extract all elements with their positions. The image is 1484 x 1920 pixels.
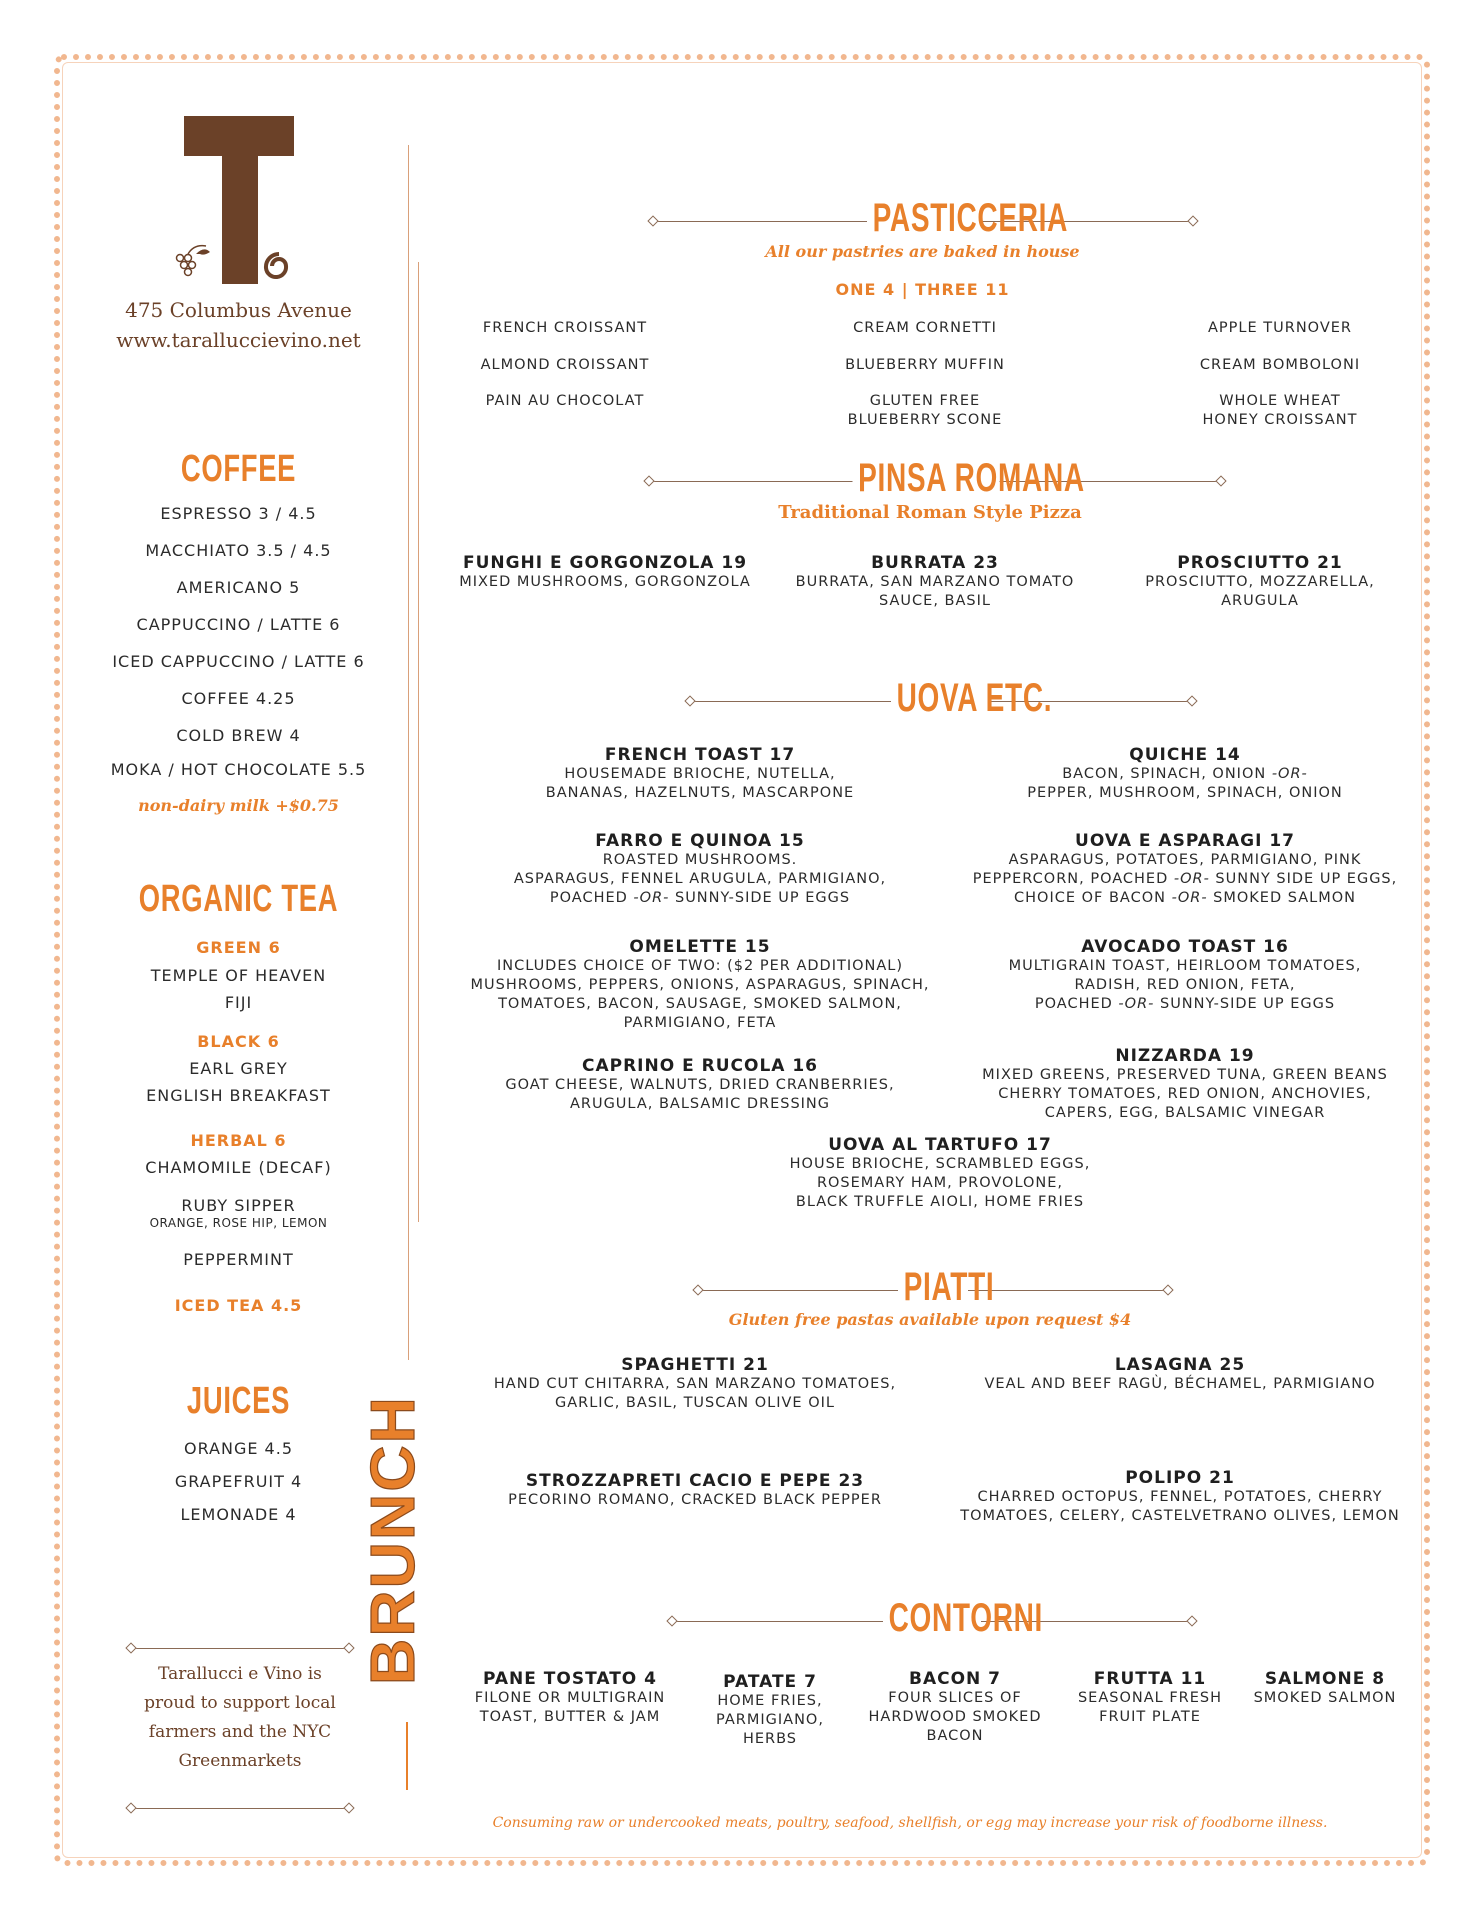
dish-description: BACON — [926, 1728, 984, 1744]
dish-description: PARMIGIANO, — [716, 1712, 824, 1728]
dish-description: BLACK TRUFFLE AIOLI, HOME FRIES — [795, 1194, 1085, 1210]
tea-category-green: GREEN 6 — [196, 938, 281, 957]
menu-item — [450, 937, 950, 1033]
dish-description: TOMATOES, BACON, SAUSAGE, SMOKED SALMON, — [498, 996, 902, 1012]
menu-item — [1065, 1669, 1235, 1727]
pastry-item: GLUTEN FREE — [869, 393, 981, 409]
juices-heading: JUICES — [186, 1380, 291, 1422]
dish-name: PROSCIUTTO 21 — [1177, 553, 1343, 573]
uova-heading: UOVA ETC. — [891, 676, 989, 721]
coffee-item: MOKA / HOT CHOCOLATE 5.5 — [110, 760, 367, 779]
dish-description: HARDWOOD SMOKED — [868, 1709, 1042, 1725]
dish-description: ASPARAGUS, POTATOES, PARMIGIANO, PINK — [1008, 852, 1362, 868]
dish-description: ARUGULA — [1221, 593, 1299, 609]
coffee-item: COLD BREW 4 — [176, 726, 301, 745]
dish-description: GARLIC, BASIL, TUSCAN OLIVE OIL — [555, 1395, 835, 1411]
dish-description: BANANAS, HAZELNUTS, MASCARPONE — [545, 785, 855, 801]
column-divider — [408, 145, 409, 1360]
text-span: CHOICE OF BACON — [1014, 890, 1172, 906]
dish-name: PANE TOSTATO 4 — [482, 1669, 657, 1689]
coffee-item: CAPPUCCINO / LATTE 6 — [136, 615, 341, 634]
menu-item — [960, 937, 1410, 1014]
tea-item: ENGLISH BREAKFAST — [146, 1086, 331, 1105]
non-dairy-note: non-dairy milk +$0.75 — [138, 796, 339, 815]
coffee-heading: COFFEE — [180, 448, 297, 490]
dish-name: LASAGNA 25 — [1114, 1355, 1246, 1375]
tea-heading: ORGANIC TEA — [138, 878, 339, 920]
dish-description: TOMATOES, CELERY, CASTELVETRANO OLIVES, LEMON — [960, 1508, 1400, 1524]
menu-item — [480, 745, 920, 803]
text-span: -OR- — [633, 890, 670, 906]
dish-name: QUICHE 14 — [1129, 745, 1241, 765]
dish-description: SEASONAL FRESH — [1077, 1690, 1223, 1706]
dish-description: ARUGULA, BALSAMIC DRESSING — [569, 1096, 831, 1112]
support-rule-bottom — [132, 1808, 350, 1809]
dish-name: NIZZARDA 19 — [1115, 1046, 1255, 1066]
tea-category-herbal: HERBAL 6 — [190, 1131, 287, 1150]
menu-item — [1245, 1669, 1405, 1708]
dish-name: FRENCH TOAST 17 — [604, 745, 796, 765]
support-line: proud to support local — [144, 1693, 336, 1713]
menu-item — [440, 553, 770, 592]
dish-name: FUNGHI E GORGONZOLA 19 — [462, 553, 748, 573]
menu-item — [950, 1355, 1410, 1394]
dish-description: PEPPER, MUSHROOM, SPINACH, ONION — [1027, 785, 1343, 801]
text-span: SUNNY-SIDE UP EGGS — [1154, 996, 1336, 1012]
dish-description: CHERRY TOMATOES, RED ONION, ANCHOVIES, — [998, 1086, 1372, 1102]
pastry-item: CREAM CORNETTI — [853, 320, 997, 336]
text-span: -OR- — [1171, 890, 1208, 906]
menu-item — [470, 1669, 670, 1727]
menu-item — [860, 1669, 1050, 1746]
dish-description: HOUSE BRIOCHE, SCRAMBLED EGGS, — [789, 1156, 1091, 1172]
support-line: Tarallucci e Vino is — [158, 1664, 322, 1684]
dish-description: FOUR SLICES OF — [888, 1690, 1022, 1706]
juice-item: ORANGE 4.5 — [183, 1439, 293, 1458]
piatti-heading: PIATTI — [898, 1265, 968, 1310]
text-span: POACHED — [1034, 996, 1119, 1012]
text-span: SUNNY SIDE UP EGGS, — [1209, 871, 1398, 887]
grape-icon — [177, 246, 211, 276]
dish-name: AVOCADO TOAST 16 — [1081, 937, 1289, 957]
logo — [160, 116, 320, 286]
dish-description: VEAL AND BEEF RAGÙ, BÉCHAMEL, PARMIGIANO — [984, 1376, 1376, 1392]
website[interactable]: www.taralluccievino.net — [116, 328, 361, 352]
dish-description: FRUIT PLATE — [1099, 1709, 1201, 1725]
text-span: -OR- — [1173, 871, 1210, 887]
menu-item — [770, 553, 1100, 611]
iced-tea: ICED TEA 4.5 — [174, 1296, 303, 1315]
dish-description: MUSHROOMS, PEPPERS, ONIONS, ASPARAGUS, SPINACH, — [470, 977, 930, 993]
support-line: farmers and the NYC — [148, 1722, 332, 1742]
menu-item — [720, 1135, 1160, 1212]
dish-description: HOUSEMADE BRIOCHE, NUTELLA, — [564, 766, 836, 782]
pastry-item: PAIN AU CHOCOLAT — [485, 393, 645, 409]
dish-name: UOVA AL TARTUFO 17 — [828, 1135, 1052, 1155]
dish-name: SPAGHETTI 21 — [621, 1355, 769, 1375]
pastry-item: ALMOND CROISSANT — [480, 357, 650, 373]
menu-item — [960, 1046, 1410, 1123]
dish-description: PROSCIUTTO, MOZZARELLA, — [1145, 574, 1375, 590]
dish-description: CAPERS, EGG, BALSAMIC VINEGAR — [1044, 1105, 1326, 1121]
juice-item: GRAPEFRUIT 4 — [174, 1472, 303, 1491]
pasticceria-subtitle: All our pastries are baked in house — [765, 242, 1080, 261]
dish-description: HOME FRIES, — [717, 1693, 823, 1709]
pastry-item: APPLE TURNOVER — [1208, 320, 1352, 336]
menu-item — [950, 745, 1420, 803]
dish-description: ROASTED MUSHROOMS. — [602, 852, 798, 868]
contorni-heading: CONTORNI — [883, 1596, 981, 1641]
dish-name: SALMONE 8 — [1264, 1669, 1386, 1689]
tea-item: EARL GREY — [189, 1059, 288, 1078]
dish-description: MULTIGRAIN TOAST, HEIRLOOM TOMATOES, — [1008, 958, 1362, 974]
text-span: SMOKED SALMON — [1207, 890, 1356, 906]
support-line: Greenmarkets — [178, 1751, 302, 1771]
food-safety-disclaimer: Consuming raw or undercooked meats, poultry, seafood, shellfish, or egg may increase your risk of foodborne illness. — [492, 1815, 1328, 1831]
dish-name: POLIPO 21 — [1125, 1468, 1235, 1488]
brunch-label — [359, 1390, 430, 1690]
text-span: PEPPERCORN, POACHED — [972, 871, 1174, 887]
dish-description: MIXED MUSHROOMS, GORGONZOLA — [459, 574, 751, 590]
dish-description: SAUCE, BASIL — [879, 593, 991, 609]
menu-item — [470, 831, 930, 908]
dish-name: BACON 7 — [908, 1669, 1002, 1689]
tea-category-black: BLACK 6 — [197, 1032, 280, 1051]
dish-description: GOAT CHEESE, WALNUTS, DRIED CRANBERRIES, — [505, 1077, 895, 1093]
dish-name: OMELETTE 15 — [629, 937, 771, 957]
pastry-item: WHOLE WHEAT — [1219, 393, 1341, 409]
street-address: 475 Columbus Avenue — [125, 298, 352, 322]
dish-description: CHARRED OCTOPUS, FENNEL, POTATOES, CHERRY — [977, 1489, 1383, 1505]
juice-item: LEMONADE 4 — [180, 1505, 297, 1524]
dish-name: CAPRINO E RUCOLA 16 — [581, 1056, 819, 1076]
dish-description: BURRATA, SAN MARZANO TOMATO — [795, 574, 1075, 590]
text-span: POACHED — [549, 890, 634, 906]
tea-item: FIJI — [224, 993, 253, 1012]
dish-description: PARMIGIANO, FETA — [623, 1015, 777, 1031]
dish-name: FARRO E QUINOA 15 — [595, 831, 805, 851]
menu-item — [465, 1355, 925, 1413]
dish-name: STROZZAPRETI CACIO E PEPE 23 — [525, 1471, 865, 1491]
pastry-item: FRENCH CROISSANT — [482, 320, 648, 336]
menu-item — [470, 1056, 930, 1114]
dish-name: PATATE 7 — [723, 1672, 817, 1692]
support-rule-top — [132, 1648, 350, 1649]
dish-description — [950, 889, 1420, 908]
dish-name: FRUTTA 11 — [1093, 1669, 1207, 1689]
tea-item: TEMPLE OF HEAVEN — [150, 966, 327, 985]
spiral-icon — [266, 254, 286, 277]
dish-description: ASPARAGUS, FENNEL ARUGULA, PARMIGIANO, — [513, 871, 887, 887]
dish-name: BURRATA 23 — [871, 553, 999, 573]
menu-item — [950, 831, 1420, 908]
tea-item: PEPPERMINT — [183, 1250, 294, 1269]
pastry-item: HONEY CROISSANT — [1202, 412, 1358, 428]
column-divider-thin — [418, 262, 419, 1222]
pinsa-heading: PINSA ROMANA — [853, 456, 1000, 501]
coffee-item: AMERICANO 5 — [176, 578, 301, 597]
coffee-item: ICED CAPPUCCINO / LATTE 6 — [112, 652, 365, 671]
pastry-item: CREAM BOMBOLONI — [1199, 357, 1361, 373]
pastry-item: BLUEBERRY MUFFIN — [845, 357, 1005, 373]
text-span: BACON, SPINACH, ONION — [1062, 766, 1272, 782]
dish-description — [950, 870, 1420, 889]
pinsa-subtitle: Traditional Roman Style Pizza — [778, 502, 1082, 523]
dish-description: HAND CUT CHITARRA, SAN MARZANO TOMATOES, — [493, 1376, 897, 1392]
menu-item — [465, 1471, 925, 1510]
text-span: -OR- — [1271, 766, 1308, 782]
dish-description: RADISH, RED ONION, FETA, — [1074, 977, 1296, 993]
dish-description: MIXED GREENS, PRESERVED TUNA, GREEN BEANS — [982, 1067, 1388, 1083]
text-span: -OR- — [1118, 996, 1155, 1012]
tea-item: RUBY SIPPER — [181, 1196, 296, 1215]
dish-description: FILONE OR MULTIGRAIN — [474, 1690, 666, 1706]
dish-description: HERBS — [742, 1731, 798, 1747]
pastry-item: BLUEBERRY SCONE — [847, 412, 1003, 428]
brunch-divider — [406, 1722, 408, 1790]
text-span: SUNNY-SIDE UP EGGS — [669, 890, 851, 906]
tea-item: CHAMOMILE (DECAF) — [145, 1158, 332, 1177]
dish-description — [950, 765, 1420, 784]
dish-description: TOAST, BUTTER & JAM — [479, 1709, 661, 1725]
dish-description: PECORINO ROMANO, CRACKED BLACK PEPPER — [508, 1492, 882, 1508]
coffee-item: ESPRESSO 3 / 4.5 — [160, 504, 317, 523]
dish-description — [960, 995, 1410, 1014]
dish-description: ROSEMARY HAM, PROVOLONE, — [816, 1175, 1064, 1191]
pasticceria-price: ONE 4 | THREE 11 — [835, 280, 1010, 299]
tea-item-description: ORANGE, ROSE HIP, LEMON — [149, 1216, 328, 1230]
address — [96, 295, 381, 355]
menu-item — [950, 1468, 1410, 1526]
coffee-item: COFFEE 4.25 — [181, 689, 296, 708]
dish-description: SMOKED SALMON — [1253, 1690, 1397, 1706]
dish-name: UOVA E ASPARAGI 17 — [1075, 831, 1295, 851]
greenmarket-note — [130, 1660, 350, 1776]
menu-item — [690, 1672, 850, 1749]
piatti-subtitle: Gluten free pastas available upon request $4 — [728, 1310, 1132, 1329]
brunch-text: BRUNCH — [359, 1404, 428, 1685]
pasticceria-heading: PASTICCERIA — [867, 196, 979, 241]
dish-description: INCLUDES CHOICE OF TWO: ($2 PER ADDITIONAL) — [496, 958, 904, 974]
menu-item — [1110, 553, 1410, 611]
coffee-item: MACCHIATO 3.5 / 4.5 — [145, 541, 332, 560]
dish-description — [470, 889, 930, 908]
